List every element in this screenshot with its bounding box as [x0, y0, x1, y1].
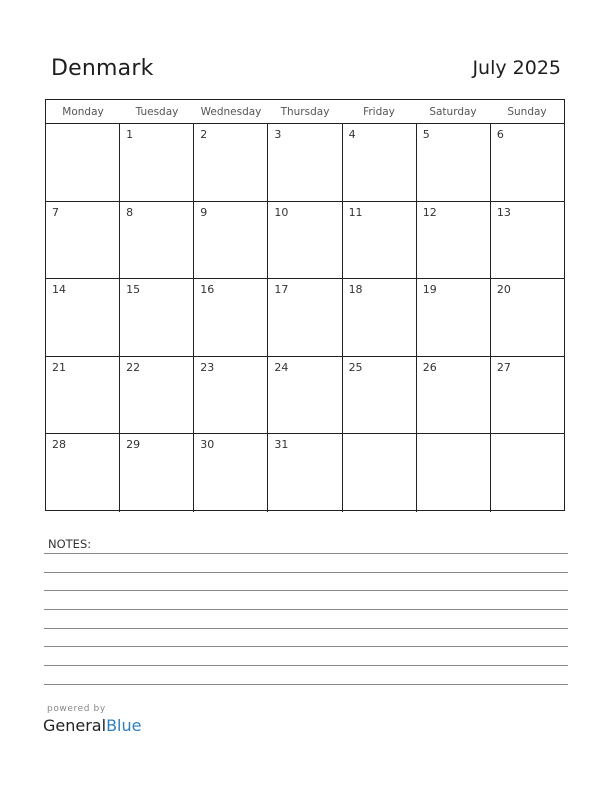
day-number: 25 — [348, 360, 363, 374]
day-cell — [268, 124, 342, 201]
day-cell — [120, 202, 194, 279]
day-cell — [194, 279, 268, 356]
day-number: 30 — [200, 438, 215, 452]
notes-label: NOTES: — [48, 537, 92, 551]
day-cell — [46, 124, 120, 201]
note-line — [44, 646, 568, 647]
day-cell — [417, 202, 491, 279]
day-cell — [343, 357, 417, 434]
day-cell — [194, 202, 268, 279]
weekday-saturday: Saturday — [429, 105, 477, 118]
day-cell — [46, 202, 120, 279]
day-number: 6 — [496, 128, 504, 141]
weekday-header-row — [46, 100, 564, 124]
note-line — [44, 553, 568, 554]
week-row-2 — [46, 202, 564, 280]
day-number: 27 — [496, 360, 511, 374]
weekday-monday: Monday — [62, 105, 104, 118]
day-number: 4 — [348, 128, 356, 141]
day-cell — [491, 357, 564, 434]
note-line — [44, 590, 568, 591]
day-cell — [46, 434, 120, 512]
day-cell — [120, 279, 194, 356]
day-cell — [194, 124, 268, 201]
day-number: 17 — [274, 283, 289, 297]
day-cell — [491, 434, 564, 512]
day-cell — [194, 434, 268, 512]
day-cell — [120, 124, 194, 201]
day-cell — [268, 202, 342, 279]
weekday-thursday: Thursday — [280, 105, 330, 118]
day-number: 21 — [52, 360, 66, 374]
day-number: 26 — [422, 360, 437, 374]
day-cell — [491, 202, 564, 279]
day-number: 24 — [274, 360, 289, 374]
day-cell — [343, 124, 417, 201]
day-cell — [417, 279, 491, 356]
calendar-grid — [45, 99, 565, 511]
day-number: 22 — [126, 360, 141, 374]
powered-by-label: powered by — [47, 704, 106, 714]
note-line — [44, 628, 568, 629]
weekday-sunday: Sunday — [507, 105, 547, 118]
day-number: 16 — [200, 283, 215, 297]
note-line — [44, 609, 568, 610]
day-number: 7 — [52, 205, 59, 219]
week-row-4 — [46, 357, 564, 435]
month-year-title: July 2025 — [472, 57, 561, 79]
note-line — [44, 572, 568, 573]
day-number: 12 — [422, 205, 437, 219]
day-cell — [194, 357, 268, 434]
week-row-5 — [46, 434, 564, 512]
day-number: 20 — [496, 283, 511, 297]
day-number: 11 — [348, 205, 363, 219]
week-row-1 — [46, 124, 564, 202]
day-cell — [268, 279, 342, 356]
day-cell — [120, 357, 194, 434]
day-number: 9 — [200, 205, 208, 219]
day-cell — [343, 202, 417, 279]
day-number: 2 — [200, 128, 208, 141]
day-number: 15 — [126, 283, 141, 297]
day-cell — [46, 357, 120, 434]
day-cell — [46, 279, 120, 356]
day-number: 1 — [126, 128, 134, 141]
day-cell — [491, 124, 564, 201]
day-number: 3 — [274, 128, 282, 141]
day-number: 29 — [126, 438, 141, 452]
day-number: 18 — [348, 283, 363, 297]
day-number: 19 — [422, 283, 437, 297]
day-number: 5 — [422, 128, 430, 141]
brand-general-text: General — [43, 716, 107, 735]
day-cell — [343, 434, 417, 512]
day-number: 14 — [52, 283, 66, 297]
day-cell — [417, 434, 491, 512]
day-cell — [417, 357, 491, 434]
week-row-3 — [46, 279, 564, 357]
country-title: Denmark — [51, 56, 154, 81]
generalblue-logo[interactable] — [43, 716, 141, 735]
day-cell — [491, 279, 564, 356]
weekday-wednesday: Wednesday — [200, 105, 262, 118]
day-number: 23 — [200, 360, 215, 374]
day-number: 10 — [274, 205, 289, 219]
day-number: 31 — [274, 438, 289, 452]
day-cell — [417, 124, 491, 201]
weekday-friday: Friday — [363, 105, 395, 118]
day-number: 13 — [496, 205, 511, 219]
note-line — [44, 665, 568, 666]
day-number: 8 — [126, 205, 134, 219]
day-number: 28 — [52, 438, 66, 452]
day-cell — [268, 434, 342, 512]
note-line — [44, 684, 568, 685]
brand-blue-text: Blue — [106, 716, 142, 735]
weekday-tuesday: Tuesday — [135, 105, 179, 118]
day-cell — [120, 434, 194, 512]
day-cell — [268, 357, 342, 434]
day-cell — [343, 279, 417, 356]
